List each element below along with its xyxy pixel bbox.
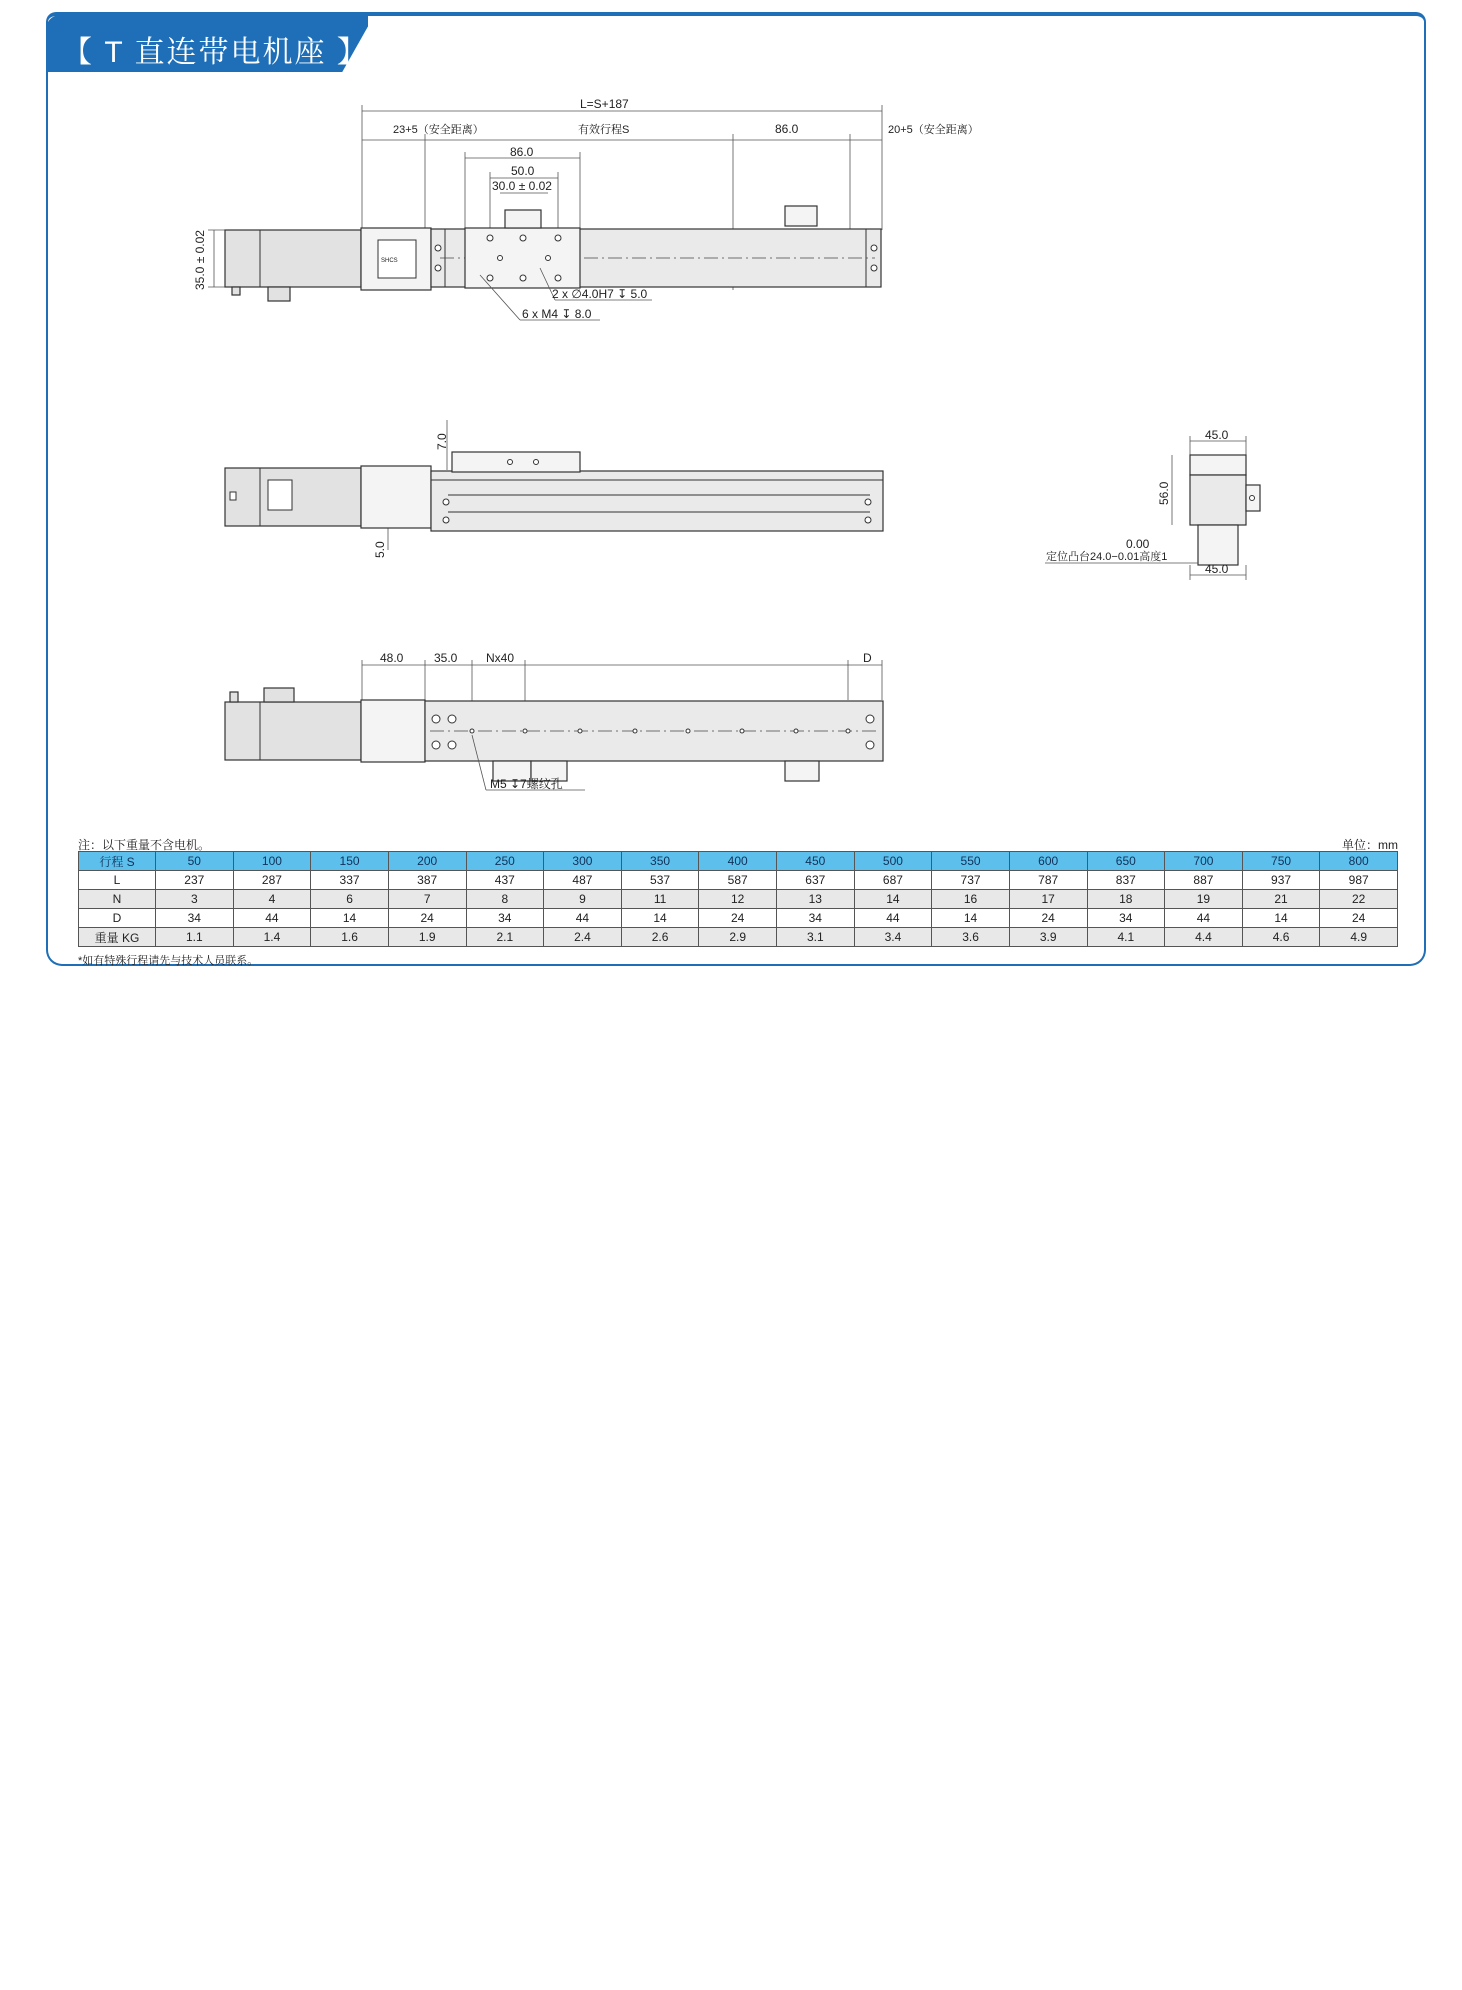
table-cell: 1.6 bbox=[311, 928, 389, 947]
table-cell: 2.4 bbox=[544, 928, 622, 947]
table-cell: 3.1 bbox=[777, 928, 855, 947]
table-cell: 200 bbox=[388, 852, 466, 871]
table-cell: 9 bbox=[544, 890, 622, 909]
dim-end-width-top: 45.0 bbox=[1205, 428, 1229, 442]
table-cell: 3.4 bbox=[854, 928, 932, 947]
table-cell: 34 bbox=[466, 909, 544, 928]
table-cell: 7 bbox=[388, 890, 466, 909]
weight-note: 注：以下重量不含电机。 bbox=[78, 838, 211, 852]
table-cell: 500 bbox=[854, 852, 932, 871]
table-cell: 44 bbox=[1165, 909, 1243, 928]
table-cell: 34 bbox=[156, 909, 234, 928]
dim-slider-86: 86.0 bbox=[510, 145, 534, 159]
table-cell: 987 bbox=[1320, 871, 1398, 890]
bottom-view bbox=[225, 651, 883, 791]
table-cell: 337 bbox=[311, 871, 389, 890]
table-cell: 537 bbox=[621, 871, 699, 890]
dim-end-width-bottom: 45.0 bbox=[1205, 562, 1229, 576]
top-view bbox=[193, 97, 979, 321]
table-cell: 11 bbox=[621, 890, 699, 909]
table-cell: 350 bbox=[621, 852, 699, 871]
table-cell: 14 bbox=[621, 909, 699, 928]
table-cell: 44 bbox=[854, 909, 932, 928]
footnote: *如有特殊行程请先与技术人员联系。 bbox=[78, 955, 259, 967]
table-cell: 21 bbox=[1242, 890, 1320, 909]
table-row bbox=[79, 909, 1398, 928]
table-cell: 3.9 bbox=[1009, 928, 1087, 947]
table-cell: 4.6 bbox=[1242, 928, 1320, 947]
table-cell: 2.1 bbox=[466, 928, 544, 947]
dim-bottom-nx40: Nx40 bbox=[486, 651, 515, 665]
table-row-label: L bbox=[79, 871, 156, 890]
table-cell: 287 bbox=[233, 871, 311, 890]
table-cell: 1.1 bbox=[156, 928, 234, 947]
table-cell: 50 bbox=[156, 852, 234, 871]
dim-bottom-d: D bbox=[863, 651, 872, 665]
table-cell: 887 bbox=[1165, 871, 1243, 890]
table-cell: 16 bbox=[932, 890, 1010, 909]
table-cell: 1.4 bbox=[233, 928, 311, 947]
table-cell: 14 bbox=[1242, 909, 1320, 928]
table-cell: 400 bbox=[699, 852, 777, 871]
table-cell: 787 bbox=[1009, 871, 1087, 890]
table-cell: 250 bbox=[466, 852, 544, 871]
table-cell: 100 bbox=[233, 852, 311, 871]
table-cell: 24 bbox=[699, 909, 777, 928]
table-cell: 34 bbox=[777, 909, 855, 928]
dim-bottom-48: 48.0 bbox=[380, 651, 404, 665]
table-cell: 450 bbox=[777, 852, 855, 871]
table-cell: 600 bbox=[1009, 852, 1087, 871]
table-cell: 4.9 bbox=[1320, 928, 1398, 947]
dim-slider-30: 30.0 ± 0.02 bbox=[492, 179, 552, 193]
table-cell: 2.6 bbox=[621, 928, 699, 947]
table-cell: 3 bbox=[156, 890, 234, 909]
table-cell: 837 bbox=[1087, 871, 1165, 890]
dim-height-35: 35.0 ± 0.02 bbox=[193, 230, 207, 290]
table-cell: 24 bbox=[388, 909, 466, 928]
table-cell: 150 bbox=[311, 852, 389, 871]
table-cell: 300 bbox=[544, 852, 622, 871]
dim-pin-holes: 2 x ∅4.0H7 ↧ 5.0 bbox=[552, 287, 648, 301]
table-cell: 687 bbox=[854, 871, 932, 890]
page-title: 【 T 直连带电机座 】 bbox=[62, 36, 369, 69]
table-row-label: 行程 S bbox=[79, 852, 156, 871]
svg-text:SHCS: SHCS bbox=[381, 258, 398, 264]
table-cell: 44 bbox=[233, 909, 311, 928]
table-cell: 550 bbox=[932, 852, 1010, 871]
table-cell: 44 bbox=[544, 909, 622, 928]
table-cell: 18 bbox=[1087, 890, 1165, 909]
dim-right-safety: 20+5（安全距离） bbox=[888, 124, 979, 136]
table-cell: 437 bbox=[466, 871, 544, 890]
table-cell: 237 bbox=[156, 871, 234, 890]
table-cell: 650 bbox=[1087, 852, 1165, 871]
table-cell: 14 bbox=[932, 909, 1010, 928]
table-cell: 4 bbox=[233, 890, 311, 909]
dim-total-length: L=S+187 bbox=[580, 97, 629, 111]
dim-side-5: 5.0 bbox=[373, 541, 387, 558]
table-cell: 700 bbox=[1165, 852, 1243, 871]
table-cell: 24 bbox=[1320, 909, 1398, 928]
dim-end-boss-val: 0.00 bbox=[1126, 537, 1150, 551]
table-cell: 3.6 bbox=[932, 928, 1010, 947]
dim-left-safety: 23+5（安全距离） bbox=[393, 124, 484, 136]
dim-bottom-35: 35.0 bbox=[434, 651, 458, 665]
table-cell: 4.1 bbox=[1087, 928, 1165, 947]
side-view bbox=[225, 420, 883, 558]
table-cell: 750 bbox=[1242, 852, 1320, 871]
table-cell: 487 bbox=[544, 871, 622, 890]
table-cell: 387 bbox=[388, 871, 466, 890]
dim-end-height-56: 56.0 bbox=[1157, 481, 1171, 505]
table-cell: 6 bbox=[311, 890, 389, 909]
table-cell: 14 bbox=[854, 890, 932, 909]
table-row-label: N bbox=[79, 890, 156, 909]
table-cell: 1.9 bbox=[388, 928, 466, 947]
table-cell: 937 bbox=[1242, 871, 1320, 890]
dim-bottom-thread-note: M5 ↧7螺纹孔 bbox=[490, 777, 563, 791]
table-cell: 587 bbox=[699, 871, 777, 890]
table-cell: 2.9 bbox=[699, 928, 777, 947]
table-cell: 737 bbox=[932, 871, 1010, 890]
table-cell: 17 bbox=[1009, 890, 1087, 909]
spec-table-body bbox=[79, 852, 1398, 947]
dim-slider-50: 50.0 bbox=[511, 164, 535, 178]
table-row-label: 重量 KG bbox=[79, 928, 156, 947]
table-cell: 22 bbox=[1320, 890, 1398, 909]
table-cell: 637 bbox=[777, 871, 855, 890]
unit-note: 单位：mm bbox=[1342, 838, 1398, 852]
table-cell: 4.4 bbox=[1165, 928, 1243, 947]
spec-table bbox=[78, 851, 1398, 947]
table-cell: 14 bbox=[311, 909, 389, 928]
table-cell: 24 bbox=[1009, 909, 1087, 928]
technical-drawing bbox=[0, 0, 1462, 840]
dim-side-7: 7.0 bbox=[435, 433, 449, 450]
table-row bbox=[79, 928, 1398, 947]
table-cell: 12 bbox=[699, 890, 777, 909]
dim-right-86: 86.0 bbox=[775, 122, 799, 136]
table-row bbox=[79, 890, 1398, 909]
table-row bbox=[79, 871, 1398, 890]
table-cell: 34 bbox=[1087, 909, 1165, 928]
dim-thread-holes: 6 x M4 ↧ 8.0 bbox=[522, 307, 592, 321]
end-view bbox=[1045, 428, 1260, 580]
table-cell: 8 bbox=[466, 890, 544, 909]
table-row-label: D bbox=[79, 909, 156, 928]
table-cell: 13 bbox=[777, 890, 855, 909]
table-header-row bbox=[79, 852, 1398, 871]
table-cell: 800 bbox=[1320, 852, 1398, 871]
dim-end-boss-label: 定位凸台24.0−0.01高度1 bbox=[1046, 551, 1168, 563]
dim-effective-stroke: 有效行程S bbox=[578, 124, 630, 136]
table-cell: 19 bbox=[1165, 890, 1243, 909]
